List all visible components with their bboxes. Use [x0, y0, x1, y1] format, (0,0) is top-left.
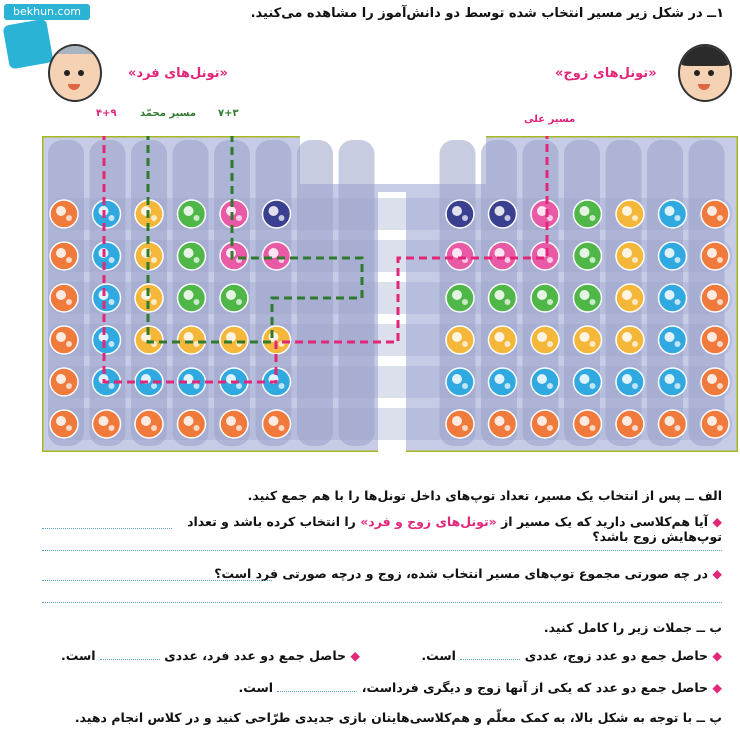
ball	[178, 242, 206, 270]
bullet-icon: ◆	[708, 566, 722, 581]
watermark-logo-icon	[3, 19, 54, 70]
ball	[701, 284, 729, 312]
ball	[93, 284, 121, 312]
ball	[50, 410, 78, 438]
ball	[263, 410, 291, 438]
ball	[659, 200, 687, 228]
sentence-2-end: است.	[61, 648, 96, 663]
ball	[489, 368, 517, 396]
ball	[446, 200, 474, 228]
sentence-1	[382, 648, 722, 663]
ball	[616, 368, 644, 396]
boy-character-icon	[678, 44, 732, 102]
path-mohammad-label: مسیر محمّد	[140, 108, 197, 119]
section-alef-heading: الف ــ پس از انتخاب یک مسیر، تعداد توپ‌های داخل تونل‌ها را با هم جمع کنید.	[247, 488, 722, 503]
ball	[50, 284, 78, 312]
sentence-3-text: حاصل جمع دو عدد که یکی از آنها زوج و دیگری فرد‌است،	[361, 680, 709, 695]
ball	[93, 410, 121, 438]
ball	[616, 284, 644, 312]
bullet-icon: ◆	[346, 648, 360, 663]
sentence-2	[30, 648, 360, 663]
watermark-url: bekhun.com	[4, 4, 90, 20]
answer-line-2[interactable]	[42, 550, 722, 551]
ball	[50, 368, 78, 396]
ball	[50, 242, 78, 270]
ball	[489, 242, 517, 270]
path-ali-label: مسیر علی	[524, 114, 576, 125]
ball	[574, 200, 602, 228]
ball	[531, 368, 559, 396]
ball	[489, 326, 517, 354]
odd-tunnels-label: «تونل‌های فرد»	[128, 66, 228, 81]
ball	[574, 242, 602, 270]
fill-blank-2[interactable]	[100, 649, 160, 660]
section-be-heading: ب ــ جملات زیر را کامل کنید.	[543, 620, 722, 635]
sentence-2-text: حاصل جمع دو عدد فرد، عددی	[164, 648, 347, 663]
q1-text-a: آیا هم‌کلاسی دارید که یک مسیر از	[501, 514, 709, 529]
ball	[659, 284, 687, 312]
ball	[446, 242, 474, 270]
answer-line-1[interactable]	[42, 528, 172, 529]
ball	[263, 200, 291, 228]
answer-line-3[interactable]	[42, 580, 272, 581]
ball	[220, 242, 248, 270]
ball	[616, 242, 644, 270]
ball	[93, 200, 121, 228]
ball	[220, 410, 248, 438]
ball	[616, 200, 644, 228]
ball	[574, 368, 602, 396]
ball	[701, 326, 729, 354]
ball	[616, 326, 644, 354]
answer-line-4[interactable]	[42, 602, 722, 603]
ball	[446, 368, 474, 396]
ball	[531, 410, 559, 438]
ball	[50, 200, 78, 228]
question-2	[122, 566, 722, 581]
ball	[531, 326, 559, 354]
ball	[701, 368, 729, 396]
ball	[531, 284, 559, 312]
q2-text: در چه صورتی مجموع توپ‌های مسیر انتخاب شده، زوج و درچه صورتی فرد است؟	[214, 566, 709, 581]
section-pe-text: پ ــ با توجه به شکل بالا، به کمک معلّم و هم‌کلاسی‌هایتان بازی جدیدی طرّاحی کنید و در کلاس انجام دهید.	[74, 710, 722, 725]
ball	[178, 410, 206, 438]
even-tunnels-label: «تونل‌های زوج»	[555, 66, 657, 81]
ball	[178, 200, 206, 228]
ball	[263, 242, 291, 270]
ball	[263, 326, 291, 354]
sentence-1-text: حاصل جمع دو عدد زوج، عددی	[524, 648, 709, 663]
bullet-icon: ◆	[708, 680, 722, 695]
ball	[446, 326, 474, 354]
sentence-3	[202, 680, 722, 695]
ball	[531, 242, 559, 270]
ball	[50, 326, 78, 354]
ball	[574, 284, 602, 312]
ball	[220, 326, 248, 354]
sentence-1-end: است.	[421, 648, 456, 663]
fill-blank-1[interactable]	[460, 649, 520, 660]
bullet-icon: ◆	[708, 514, 722, 529]
question-title: ۱ــ در شکل زیر مسیر انتخاب شده توسط دو دانش‌آموز را مشاهده می‌کنید.	[250, 6, 724, 21]
ball	[446, 410, 474, 438]
ball	[220, 284, 248, 312]
question-1	[122, 514, 722, 544]
ball	[135, 410, 163, 438]
boy-character-icon	[48, 44, 102, 102]
sum-even-label: ۷+۳	[218, 108, 239, 119]
ball	[489, 200, 517, 228]
ball	[93, 242, 121, 270]
bullet-icon: ◆	[708, 648, 722, 663]
ball	[574, 326, 602, 354]
ball	[659, 326, 687, 354]
q1-highlight: «تونل‌های زوج و فرد»	[360, 514, 497, 529]
ball	[93, 326, 121, 354]
sentence-3-end: است.	[238, 680, 274, 695]
ball	[489, 284, 517, 312]
ball	[446, 284, 474, 312]
ball	[178, 326, 206, 354]
tunnel-board	[42, 136, 738, 452]
ball	[531, 200, 559, 228]
ball	[220, 200, 248, 228]
ball	[701, 200, 729, 228]
ball	[659, 368, 687, 396]
ball	[178, 284, 206, 312]
ball	[489, 410, 517, 438]
ball	[574, 410, 602, 438]
ball	[616, 410, 644, 438]
sum-odd-label: ۴+۹	[96, 108, 117, 119]
ball	[701, 242, 729, 270]
ball	[701, 410, 729, 438]
ball	[659, 410, 687, 438]
fill-blank-3[interactable]	[277, 681, 357, 692]
ball	[659, 242, 687, 270]
q1-text-b: را انتخاب کرده باشد و تعداد توپ‌هایش زوج باشد؟	[187, 514, 722, 544]
